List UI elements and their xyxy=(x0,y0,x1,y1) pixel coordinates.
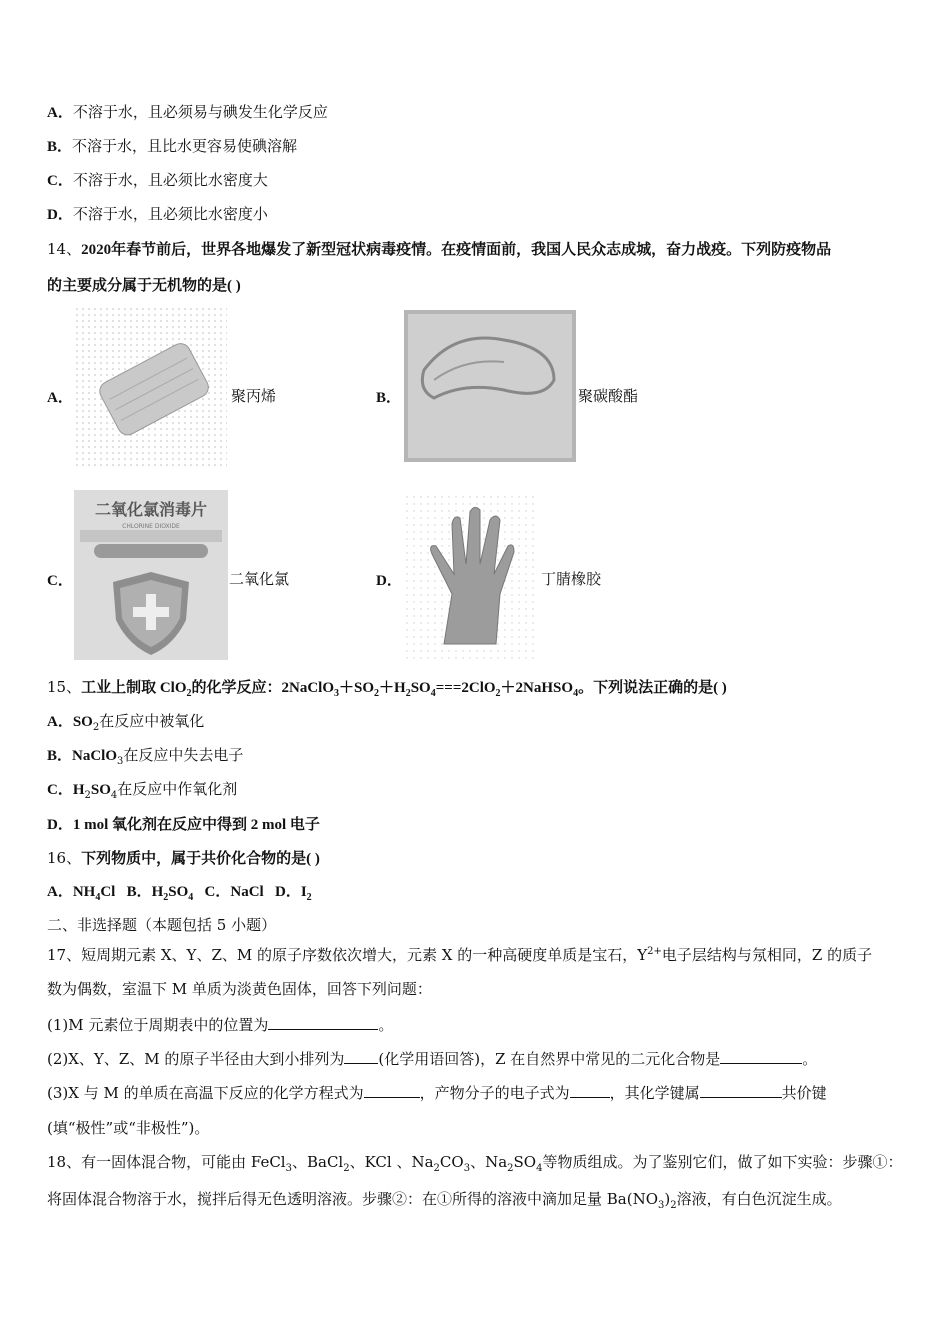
option-formula: NaCl xyxy=(230,884,264,900)
subscript: 3 xyxy=(658,1200,665,1211)
question-text xyxy=(81,680,727,699)
q14-option-a-label: A． xyxy=(47,390,73,406)
subscript: 4 xyxy=(95,892,101,903)
q14-option-c-text: 二氧化氯 xyxy=(229,570,290,588)
subscript: 2 xyxy=(343,1163,350,1174)
q15-option-d xyxy=(47,814,320,835)
option-label: C． xyxy=(47,782,73,798)
answer-blank[interactable] xyxy=(344,1047,378,1064)
q17-part1 xyxy=(47,1013,393,1035)
q15-option-c xyxy=(47,779,237,806)
option-label: C． xyxy=(204,884,231,900)
q14-stem-line2: 的主要成分属于无机物的是( ) xyxy=(47,278,241,294)
subscript: 4 xyxy=(188,892,194,903)
question-text: SO xyxy=(513,1153,537,1171)
glove-image xyxy=(404,494,538,660)
stem-part: 工业上制取 ClO xyxy=(81,680,187,696)
q17-part2 xyxy=(47,1047,817,1069)
option-text: 1 mol 氧化剂在反应中得到 2 mol 电子 xyxy=(72,817,320,833)
q13-option-c xyxy=(47,170,268,191)
subscript: 2 xyxy=(670,1200,677,1211)
option-formula: SO xyxy=(168,884,189,900)
answer-blank[interactable] xyxy=(570,1081,610,1098)
option-formula: NH xyxy=(72,884,96,900)
subscript: 4 xyxy=(536,1163,543,1174)
question-number: 15、 xyxy=(47,678,82,696)
option-label: A． xyxy=(47,884,73,900)
question-text: 短周期元素 X、Y、Z、M 的原子序数依次增大，元素 X 的一种高硬度单质是宝石，Y xyxy=(81,946,648,964)
q17-stem-line2: 数为偶数，室温下 M 单质为淡黄色固体，回答下列问题： xyxy=(47,980,432,998)
q14-option-d-label: D． xyxy=(376,573,402,589)
answer-blank[interactable] xyxy=(700,1081,782,1098)
question-text: 有一固体混合物，可能由 FeCl xyxy=(81,1153,286,1171)
box-subtitle-text: CHLORINE DIOXIDE xyxy=(122,523,180,530)
option-formula: H xyxy=(72,782,85,798)
q14-option-c-label: C． xyxy=(47,573,73,589)
question-text: 、Na xyxy=(470,1153,508,1171)
subscript: 4 xyxy=(573,688,579,699)
option-label: D． xyxy=(47,817,73,833)
question-number: 18、 xyxy=(47,1153,82,1171)
option-formula: SO xyxy=(90,782,111,798)
q16-options xyxy=(47,882,312,908)
option-formula: NaClO xyxy=(72,748,118,764)
option-formula: H xyxy=(151,884,164,900)
part-text: (3)X 与 M 的单质在高温下反应的化学方程式为 xyxy=(47,1084,364,1102)
mask-image xyxy=(75,307,227,467)
subscript: 3 xyxy=(334,688,340,699)
part-text: ，产物分子的电子式为 xyxy=(419,1084,570,1102)
part-text: (1)M 元素位于周期表中的位置为 xyxy=(47,1016,269,1034)
question-text: CO xyxy=(439,1153,464,1171)
disinfectant-box-image xyxy=(74,490,228,660)
question-number: 14、 xyxy=(47,240,82,258)
option-formula: I xyxy=(300,884,307,900)
subscript: 3 xyxy=(117,756,124,767)
question-number: 16、 xyxy=(47,849,82,867)
q13-option-d xyxy=(47,204,268,225)
option-text: 不溶于水，且必须易与碘发生化学反应 xyxy=(72,103,328,121)
option-label: A． xyxy=(47,714,73,730)
question-text: 2020年春节前后，世界各地爆发了新型冠状病毒疫情。在疫情面前，我国人民众志成城，奋力战疫。下列防疫物品 xyxy=(81,242,832,258)
stem-part: ＋2NaHSO xyxy=(500,680,574,696)
subscript: 2 xyxy=(507,1163,514,1174)
q15-stem xyxy=(47,677,727,704)
option-label: A． xyxy=(47,105,73,121)
stem-part: 。下列说法正确的是( ) xyxy=(578,680,727,696)
section-heading: 二、非选择题（本题包括 5 小题） xyxy=(47,916,277,934)
question-text: 溶液，有白色沉淀生成。 xyxy=(676,1190,842,1208)
option-text: 不溶于水，且比水更容易使碘溶解 xyxy=(72,137,298,155)
part-text: (化学用语回答)，Z 在自然界中常见的二元化合物是 xyxy=(378,1050,721,1068)
stem-part: SO xyxy=(410,680,431,696)
stem-part: 的化学反应：2NaClO xyxy=(191,680,335,696)
question-text: ) xyxy=(664,1190,671,1208)
option-formula: SO xyxy=(72,714,93,730)
q14-option-d-text: 丁腈橡胶 xyxy=(541,570,602,588)
superscript: 2+ xyxy=(647,946,662,957)
q14-option-a-text: 聚丙烯 xyxy=(231,387,277,405)
q13-option-a xyxy=(47,102,328,123)
q15-option-b xyxy=(47,745,243,772)
option-text: 在反应中被氧化 xyxy=(99,712,205,730)
box-title-text: 二氧化氯消毒片 xyxy=(94,500,208,519)
q18-stem-line2 xyxy=(47,1189,842,1216)
subscript: 2 xyxy=(163,892,169,903)
subscript: 2 xyxy=(433,1163,440,1174)
option-label: B． xyxy=(126,884,152,900)
question-text: 、BaCl xyxy=(291,1153,344,1171)
option-label: C． xyxy=(47,173,73,189)
stem-part: ＋H xyxy=(379,680,406,696)
subscript: 3 xyxy=(285,1163,292,1174)
q17-stem-line1 xyxy=(47,942,872,965)
q17-part3-cont: (填“极性”或“非极性”)。 xyxy=(47,1119,210,1137)
subscript: 4 xyxy=(430,688,436,699)
question-text: 下列物质中，属于共价化合物的是( ) xyxy=(81,851,320,867)
option-label: B． xyxy=(47,139,73,155)
q18-stem-line1 xyxy=(47,1152,902,1179)
subscript: 3 xyxy=(463,1163,471,1174)
goggles-image xyxy=(404,310,576,462)
stem-part: ===2ClO xyxy=(435,680,496,696)
subscript: 2 xyxy=(374,688,380,699)
question-number: 17、 xyxy=(47,946,82,964)
part-text: 。 xyxy=(802,1050,818,1068)
part-text: 。 xyxy=(378,1016,394,1034)
question-text: 将固体混合物溶于水，搅拌后得无色透明溶液。步骤②：在①所得的溶液中滴加足量 Ba(NO xyxy=(47,1190,659,1208)
answer-blank[interactable] xyxy=(364,1081,420,1098)
option-label: D． xyxy=(47,207,73,223)
q13-option-b xyxy=(47,136,297,157)
q15-option-a xyxy=(47,711,204,738)
option-text: 不溶于水，且必须比水密度大 xyxy=(72,171,268,189)
q14-stem-line1 xyxy=(47,239,831,260)
answer-blank[interactable] xyxy=(720,1047,802,1064)
subscript: 4 xyxy=(110,790,118,801)
q14-option-b-text: 聚碳酸酯 xyxy=(578,387,639,405)
question-text: 等物质组成。为了鉴别它们，做了如下实验：步骤①： xyxy=(542,1153,903,1171)
subscript: 2 xyxy=(495,688,501,699)
subscript: 2 xyxy=(84,790,91,801)
stem-part: ＋SO xyxy=(339,680,375,696)
part-text: ，其化学键属 xyxy=(609,1084,700,1102)
option-formula: Cl xyxy=(100,884,116,900)
option-text: 在反应中失去电子 xyxy=(123,746,244,764)
answer-blank[interactable] xyxy=(268,1013,378,1030)
option-label: D． xyxy=(274,884,301,900)
option-text: 在反应中作氧化剂 xyxy=(117,780,238,798)
part-text: 共价键 xyxy=(781,1084,827,1102)
question-text: 、KCl 、Na xyxy=(349,1153,434,1171)
option-label: B． xyxy=(47,748,73,764)
part-text: (2)X、Y、Z、M 的原子半径由大到小排列为 xyxy=(47,1050,345,1068)
subscript: 2 xyxy=(405,688,411,699)
q17-part3 xyxy=(47,1081,827,1103)
subscript: 2 xyxy=(92,722,100,733)
q16-stem xyxy=(47,848,320,869)
question-text: 电子层结构与氖相同，Z 的质子 xyxy=(661,946,873,964)
subscript: 2 xyxy=(306,892,312,903)
option-text: 不溶于水，且必须比水密度小 xyxy=(72,205,268,223)
q14-option-b-label: B． xyxy=(376,390,402,406)
subscript: 2 xyxy=(186,688,192,699)
